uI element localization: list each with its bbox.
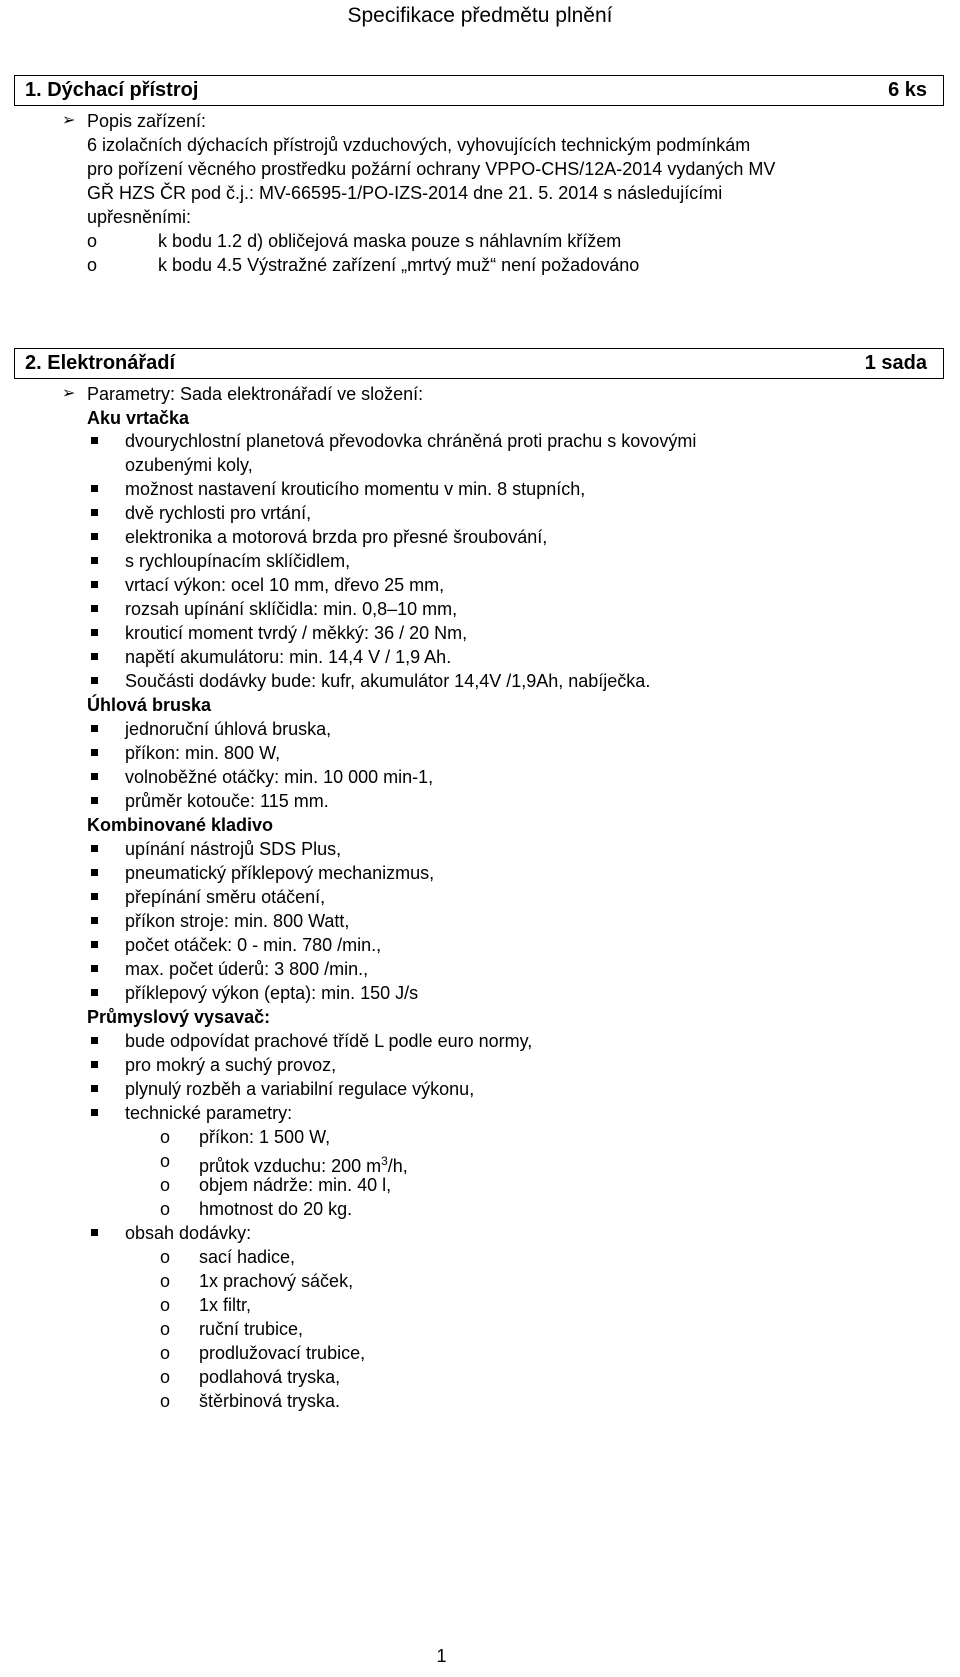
bruska-item: příkon: min. 800 W, [125,743,281,763]
arrow-bullet-icon: ➢ [62,385,76,402]
square-bullet-icon [91,989,98,996]
kladivo-item: přepínání směru otáčení, [125,887,326,907]
section-1-title: 1. Dýchací přístroj [25,79,199,101]
arrow-bullet-icon: ➢ [62,112,76,129]
vysavac-item: bude odpovídat prachové třídě L podle euro normy, [125,1031,533,1051]
aku-item: dvě rychlosti pro vrtání, [125,503,312,523]
contents-item: podlahová tryska, [199,1367,341,1387]
page-number: 1 [436,1646,447,1666]
bruska-item: jednoruční úhlová bruska, [125,719,332,739]
kladivo-item: pneumatický příklepový mechanizmus, [125,863,435,883]
page-title: Specifikace předmětu plnění [347,4,613,27]
vysavac-item: technické parametry: [125,1103,293,1123]
kladivo-item: počet otáček: 0 - min. 780 /min., [125,935,382,955]
square-bullet-icon [91,941,98,948]
bruska-heading: Úhlová bruska [87,695,212,715]
square-bullet-icon [91,437,98,444]
note-item: k bodu 4.5 Výstražné zařízení „mrtvý muž“ není požadováno [158,255,640,275]
description-line: GŘ HZS ČR pod č.j.: MV-66595-1/PO-IZS-2014 dne 21. 5. 2014 s následujícími [87,183,723,203]
contents-item: 1x prachový sáček, [199,1271,354,1291]
circle-bullet-icon: o [160,1127,171,1147]
square-bullet-icon [91,917,98,924]
circle-bullet-icon: o [87,231,98,251]
bruska-item: volnoběžné otáčky: min. 10 000 min-1, [125,767,434,787]
square-bullet-icon [91,797,98,804]
square-bullet-icon [91,485,98,492]
flow-unit: /h, [387,1156,408,1176]
circle-bullet-icon: o [160,1175,171,1195]
circle-bullet-icon: o [160,1151,171,1171]
square-bullet-icon [91,1085,98,1092]
contents-item: 1x filtr, [199,1295,252,1315]
aku-item: elektronika a motorová brzda pro přesné šroubování, [125,527,548,547]
note-item: k bodu 1.2 d) obličejová maska pouze s náhlavním křížem [158,231,622,251]
contents-item: štěrbinová tryska. [199,1391,341,1411]
vysavac-parameter-flow [199,1151,408,1176]
popis-label: Popis zařízení: [87,111,207,131]
square-bullet-icon [91,845,98,852]
vysavac-item: pro mokrý a suchý provoz, [125,1055,337,1075]
square-bullet-icon [91,773,98,780]
circle-bullet-icon: o [160,1199,171,1219]
circle-bullet-icon: o [160,1343,171,1363]
aku-item: možnost nastavení krouticího momentu v min. 8 stupních, [125,479,586,499]
circle-bullet-icon: o [87,255,98,275]
description-line: 6 izolačních dýchacích přístrojů vzduchových, vyhovujících technickým podmínkám [87,135,751,155]
description-line: upřesněními: [87,207,192,227]
circle-bullet-icon: o [160,1247,171,1267]
section-1-quantity: 6 ks [888,79,927,101]
aku-item: s rychloupínacím sklíčidlem, [125,551,351,571]
contents-label: obsah dodávky: [125,1223,252,1243]
square-bullet-icon [91,965,98,972]
vysavac-parameter: hmotnost do 20 kg. [199,1199,353,1219]
aku-item: krouticí moment tvrdý / měkký: 36 / 20 Nm, [125,623,468,643]
aku-item: vrtací výkon: ocel 10 mm, dřevo 25 mm, [125,575,445,595]
square-bullet-icon [91,653,98,660]
square-bullet-icon [91,677,98,684]
aku-item: napětí akumulátoru: min. 14,4 V / 1,9 Ah. [125,647,452,667]
kladivo-item: příklepový výkon (epta): min. 150 J/s [125,983,419,1003]
square-bullet-icon [91,1061,98,1068]
square-bullet-icon [91,869,98,876]
contents-item: sací hadice, [199,1247,296,1267]
parametry-label: Parametry: Sada elektronářadí ve složení: [87,384,424,404]
square-bullet-icon [91,725,98,732]
square-bullet-icon [91,749,98,756]
bruska-item: průměr kotouče: 115 mm. [125,791,329,811]
square-bullet-icon [91,581,98,588]
aku-heading: Aku vrtačka [87,408,190,428]
kladivo-item: max. počet úderů: 3 800 /min., [125,959,369,979]
contents-item: prodlužovací trubice, [199,1343,366,1363]
vysavac-parameter: objem nádrže: min. 40 l, [199,1175,392,1195]
kladivo-item: upínání nástrojů SDS Plus, [125,839,342,859]
vysavac-item: plynulý rozběh a variabilní regulace výkonu, [125,1079,475,1099]
square-bullet-icon [91,1229,98,1236]
square-bullet-icon [91,533,98,540]
vysavac-heading: Průmyslový vysavač: [87,1007,271,1027]
square-bullet-icon [91,893,98,900]
flow-text: průtok vzduchu: 200 m [199,1156,382,1176]
circle-bullet-icon: o [160,1367,171,1387]
circle-bullet-icon: o [160,1391,171,1411]
section-2-title: 2. Elektronářadí [25,352,176,374]
circle-bullet-icon: o [160,1295,171,1315]
contents-item: ruční trubice, [199,1319,304,1339]
flow-superscript: 3 [381,1154,388,1168]
aku-item: Součásti dodávky bude: kufr, akumulátor 14,4V /1,9Ah, nabíječka. [125,671,651,691]
square-bullet-icon [91,1037,98,1044]
section-2-header [14,348,944,379]
kladivo-heading: Kombinované kladivo [87,815,274,835]
square-bullet-icon [91,629,98,636]
aku-item: rozsah upínání sklíčidla: min. 0,8–10 mm, [125,599,458,619]
square-bullet-icon [91,557,98,564]
aku-item: ozubenými koly, [125,455,253,475]
description-line: pro pořízení věcného prostředku požární ochrany VPPO-CHS/12A-2014 vydaných MV [87,159,776,179]
vysavac-parameter: příkon: 1 500 W, [199,1127,331,1147]
square-bullet-icon [91,1109,98,1116]
circle-bullet-icon: o [160,1271,171,1291]
square-bullet-icon [91,605,98,612]
section-1-header [14,75,944,106]
square-bullet-icon [91,509,98,516]
aku-item: dvourychlostní planetová převodovka chráněná proti prachu s kovovými [125,431,697,451]
section-2-quantity: 1 sada [864,352,927,374]
kladivo-item: příkon stroje: min. 800 Watt, [125,911,350,931]
circle-bullet-icon: o [160,1319,171,1339]
